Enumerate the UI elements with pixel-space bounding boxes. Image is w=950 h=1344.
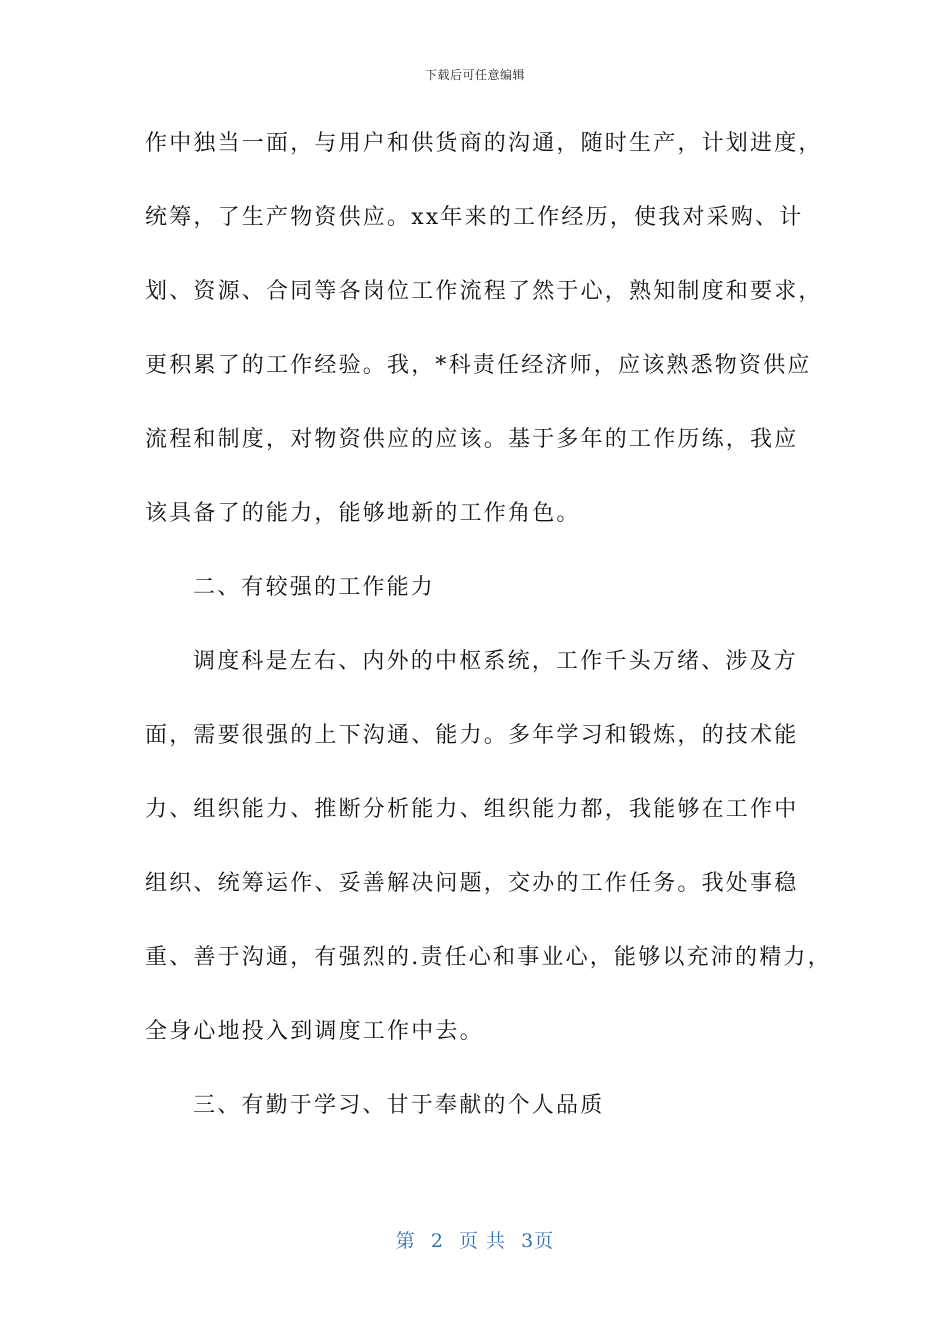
total-pages: 3页 — [521, 1230, 555, 1252]
text-line: 更积累了的工作经验。我，*科责任经济师，应该熟悉物资供应 — [145, 353, 812, 378]
header-note: 下载后可任意编辑 — [424, 68, 525, 82]
paragraph-start-line: 调度科是左右、内外的中枢系统，工作千头万绪、涉及方 — [193, 649, 799, 674]
text-line: 全身心地投入到调度工作中去。 — [145, 1019, 484, 1044]
page-number-footer — [0, 1226, 950, 1253]
body-text — [145, 124, 832, 1160]
text-line: 流程和制度，对物资供应的应该。基于多年的工作历练，我应 — [145, 427, 799, 452]
current-page-number: 2 — [430, 1230, 444, 1252]
section-heading: 二、有较强的工作能力 — [193, 575, 436, 600]
text-line: 力、组织能力、推断分析能力、组织能力都，我能够在工作中 — [145, 797, 799, 822]
text-line: 组织、统筹运作、妥善解决问题，交办的工作任务。我处事稳 — [145, 871, 799, 896]
text-line: 面，需要很强的上下沟通、能力。多年学习和锻炼，的技术能 — [145, 723, 799, 748]
text-line: 重、善于沟通，有强烈的.责任心和事业心，能够以充沛的精力， — [145, 945, 832, 970]
text-line: 作中独当一面，与用户和供货商的沟通，随时生产，计划进度， — [145, 131, 823, 156]
text-line: 该具备了的能力，能够地新的工作角色。 — [145, 501, 581, 526]
text-line: 统筹，了生产物资供应。xx年来的工作经历，使我对采购、计 — [145, 205, 804, 230]
text-line: 划、资源、合同等各岗位工作流程了然于心，熟知制度和要求， — [145, 279, 823, 304]
page-footer-middle: 页 共 — [459, 1230, 507, 1252]
section-heading: 三、有勤于学习、甘于奉献的个人品质 — [193, 1093, 605, 1118]
page-footer-prefix: 第 — [395, 1230, 416, 1252]
